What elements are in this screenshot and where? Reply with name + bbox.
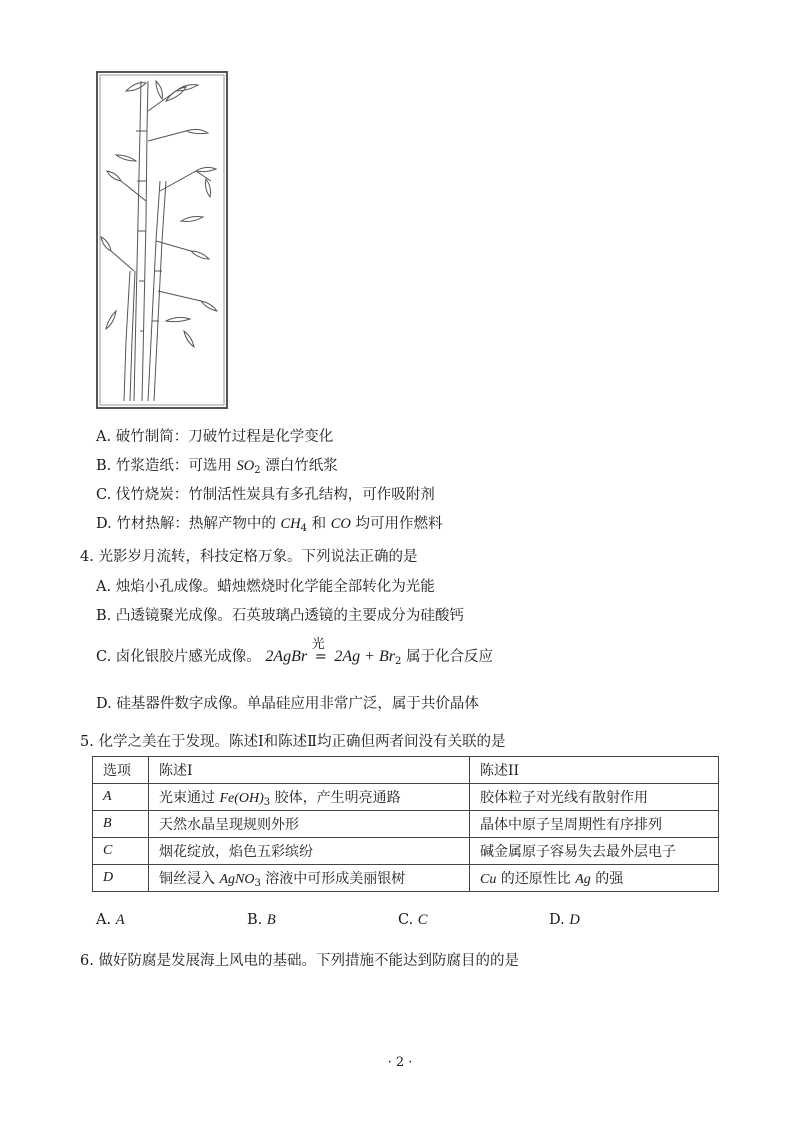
formula-co: CO: [330, 516, 351, 532]
answer-label: C.: [398, 912, 418, 928]
q5-stem: 5. 化学之美在于发现。陈述Ⅰ和陈述Ⅱ均正确但两者间没有关联的是: [80, 734, 506, 750]
table-row: [93, 811, 719, 838]
row-statement-1: [149, 784, 470, 811]
answer-value: B: [266, 912, 276, 928]
option-text: 伐竹烧炭：竹制活性炭具有多孔结构，可作吸附剂: [115, 487, 435, 503]
cell-text: 溶液中可形成美丽银树: [260, 870, 406, 887]
bamboo-figure-svg: [96, 71, 228, 409]
option-letter: A.: [96, 429, 112, 445]
answer-label: D.: [549, 912, 570, 928]
q5-answer-b: [247, 912, 276, 929]
q4-stem: 4. 光影岁月流转，科技定格万象。下列说法正确的是: [80, 549, 418, 565]
formula-cu: Cu: [480, 872, 497, 887]
q3-option-b: [96, 454, 338, 476]
table-row: [93, 784, 719, 811]
option-text: 属于化合反应: [401, 649, 493, 665]
row-option: A: [93, 784, 149, 811]
option-text: 竹材热解：热解产物中的: [116, 516, 281, 532]
cell-text: 的还原性比: [496, 871, 576, 887]
q3-option-d: [96, 512, 442, 534]
q5-answer-d: [549, 912, 580, 929]
equation-condition: 光: [311, 637, 325, 652]
formula-agno3: AgNO: [219, 871, 255, 887]
q5-answer-c: [398, 912, 427, 929]
formula-subscript: 2: [394, 656, 402, 667]
option-letter: D.: [96, 516, 112, 532]
option-letter: C.: [96, 487, 112, 503]
formula-subscript: 3: [263, 796, 271, 808]
option-text: C. 卤化银胶片感光成像。: [96, 649, 261, 665]
q4-option-c: [96, 637, 493, 667]
row-statement-2: 碱金属原子容易失去最外层电子: [470, 838, 719, 865]
option-text: 破竹制简：刀破竹过程是化学变化: [115, 429, 334, 445]
answer-value: A: [115, 912, 125, 928]
row-statement-1: 天然水晶呈现规则外形: [149, 811, 470, 838]
header-statement-2: 陈述II: [470, 757, 719, 784]
row-statement-1: 烟花绽放，焰色五彩缤纷: [149, 838, 470, 865]
table-row: [93, 865, 719, 892]
table-row: [93, 838, 719, 865]
q4-option-b: B. 凸透镜聚光成像。石英玻璃凸透镜的主要成分为硅酸钙: [96, 608, 464, 624]
q6-stem: 6. 做好防腐是发展海上风电的基础。下列措施不能达到防腐目的的是: [80, 953, 519, 969]
q5-answer-a: [96, 912, 125, 929]
table-header-row: [93, 757, 719, 784]
row-statement-2: 晶体中原子呈周期性有序排列: [470, 811, 719, 838]
cell-text: 光束通过: [159, 789, 220, 806]
header-statement-1: 陈述I: [149, 757, 470, 784]
answer-label: B.: [247, 912, 267, 928]
q3-option-c: [96, 483, 435, 504]
formula-fe-oh: Fe(OH): [219, 790, 264, 806]
answer-label: A.: [96, 912, 116, 928]
equation-right: 2Ag + Br: [334, 648, 395, 665]
formula-subscript: 4: [300, 523, 307, 534]
row-statement-2: [470, 865, 719, 892]
page-number: · 2 ·: [387, 1055, 413, 1070]
formula-so2: SO: [236, 458, 255, 474]
equation-sign: =: [314, 649, 327, 665]
equation-left: 2AgBr: [265, 648, 308, 665]
option-text: 和: [306, 516, 331, 532]
row-statement-2: 胶体粒子对光线有散射作用: [470, 784, 719, 811]
q5-table: [92, 756, 719, 892]
answer-value: C: [417, 912, 428, 928]
formula-subscript: 2: [254, 465, 261, 476]
option-text: 竹浆造纸：可选用: [115, 458, 237, 474]
row-option: C: [93, 838, 149, 865]
cell-text: 胶体，产生明亮通路: [270, 789, 401, 806]
q4-option-a: A. 烛焰小孔成像。蜡烛燃烧时化学能全部转化为光能: [96, 579, 435, 595]
row-option: B: [93, 811, 149, 838]
formula-subscript: 3: [254, 877, 261, 889]
cell-text: 铜丝浸入: [159, 870, 220, 887]
row-option: D: [93, 865, 149, 892]
equation-arrow: [311, 637, 330, 665]
bamboo-illustration: [96, 71, 228, 409]
option-text: 均可用作燃料: [350, 516, 443, 532]
q4-option-d: D. 硅基器件数字成像。单晶硅应用非常广泛，属于共价晶体: [96, 696, 479, 712]
answer-value: D: [569, 912, 580, 928]
option-letter: B.: [96, 458, 112, 474]
q3-option-a: [96, 425, 333, 446]
cell-text: 的强: [590, 871, 624, 887]
formula-ch4: CH: [280, 516, 301, 532]
row-statement-1: [149, 865, 470, 892]
option-text: 漂白竹纸浆: [260, 458, 338, 474]
formula-ag: Ag: [575, 872, 591, 887]
header-option: 选项: [93, 757, 149, 784]
